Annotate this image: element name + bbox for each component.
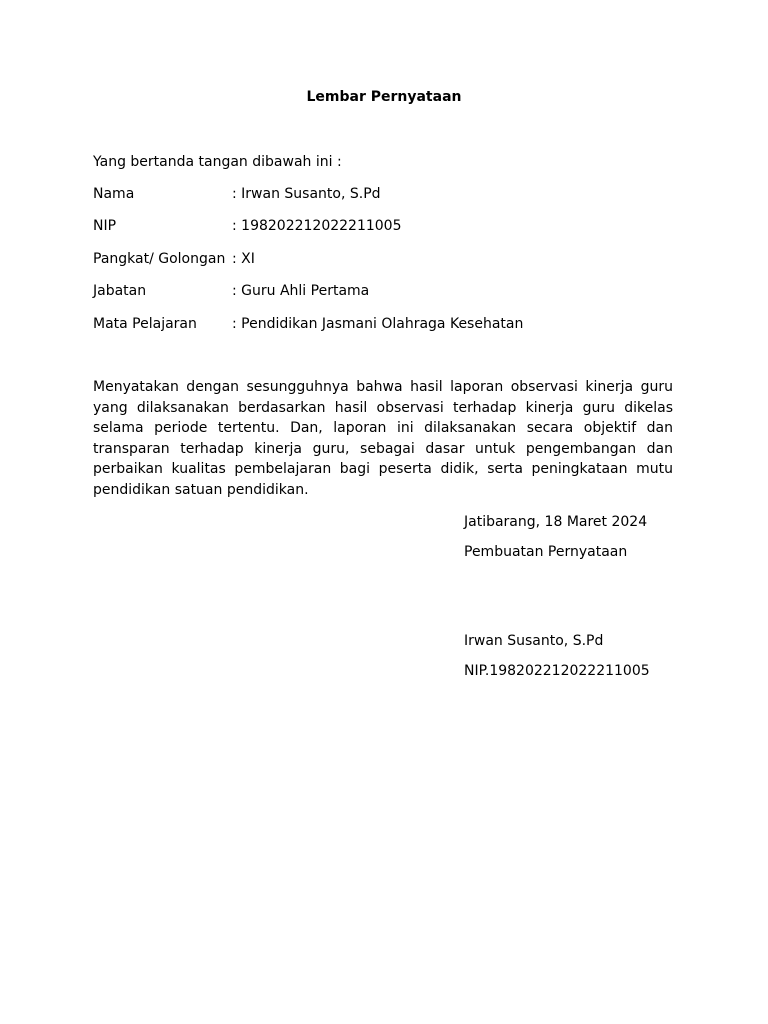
signature-nip: NIP.198202212022211005	[464, 663, 650, 679]
signature-role: Pembuatan Pernyataan	[464, 544, 628, 560]
field-label: Mata Pelajaran	[93, 316, 197, 332]
intro-text: Yang bertanda tangan dibawah ini :	[93, 154, 342, 170]
field-value: : XI	[232, 251, 255, 267]
document-title: Lembar Pernyataan	[306, 89, 462, 105]
field-label: NIP	[93, 218, 117, 234]
field-label: Nama	[93, 186, 135, 202]
field-value: : Irwan Susanto, S.Pd	[232, 186, 381, 202]
statement-paragraph: Menyatakan dengan sesungguhnya bahwa hasil laporan observasi kinerja guru yang dilaksanakan berdasarkan hasil observasi terhadap kinerja guru dikelas selama periode tertentu. Dan, laporan ini dilaksanakan secara objektif dan transparan terhadap kinerja guru, sebagai dasar untuk pengembangan dan perbaikan kualitas pembelajaran bagi peserta didik, serta peningkataan mutu pendidikan satuan pendidikan.	[93, 379, 673, 498]
field-label: Pangkat/ Golongan	[93, 251, 226, 267]
signature-name: Irwan Susanto, S.Pd	[464, 633, 604, 649]
field-value: : Pendidikan Jasmani Olahraga Kesehatan	[232, 316, 524, 332]
field-label: Jabatan	[93, 283, 147, 299]
signature-place-date: Jatibarang, 18 Maret 2024	[464, 514, 648, 530]
field-value: : Guru Ahli Pertama	[232, 283, 370, 299]
field-value: : 198202212022211005	[232, 218, 402, 234]
